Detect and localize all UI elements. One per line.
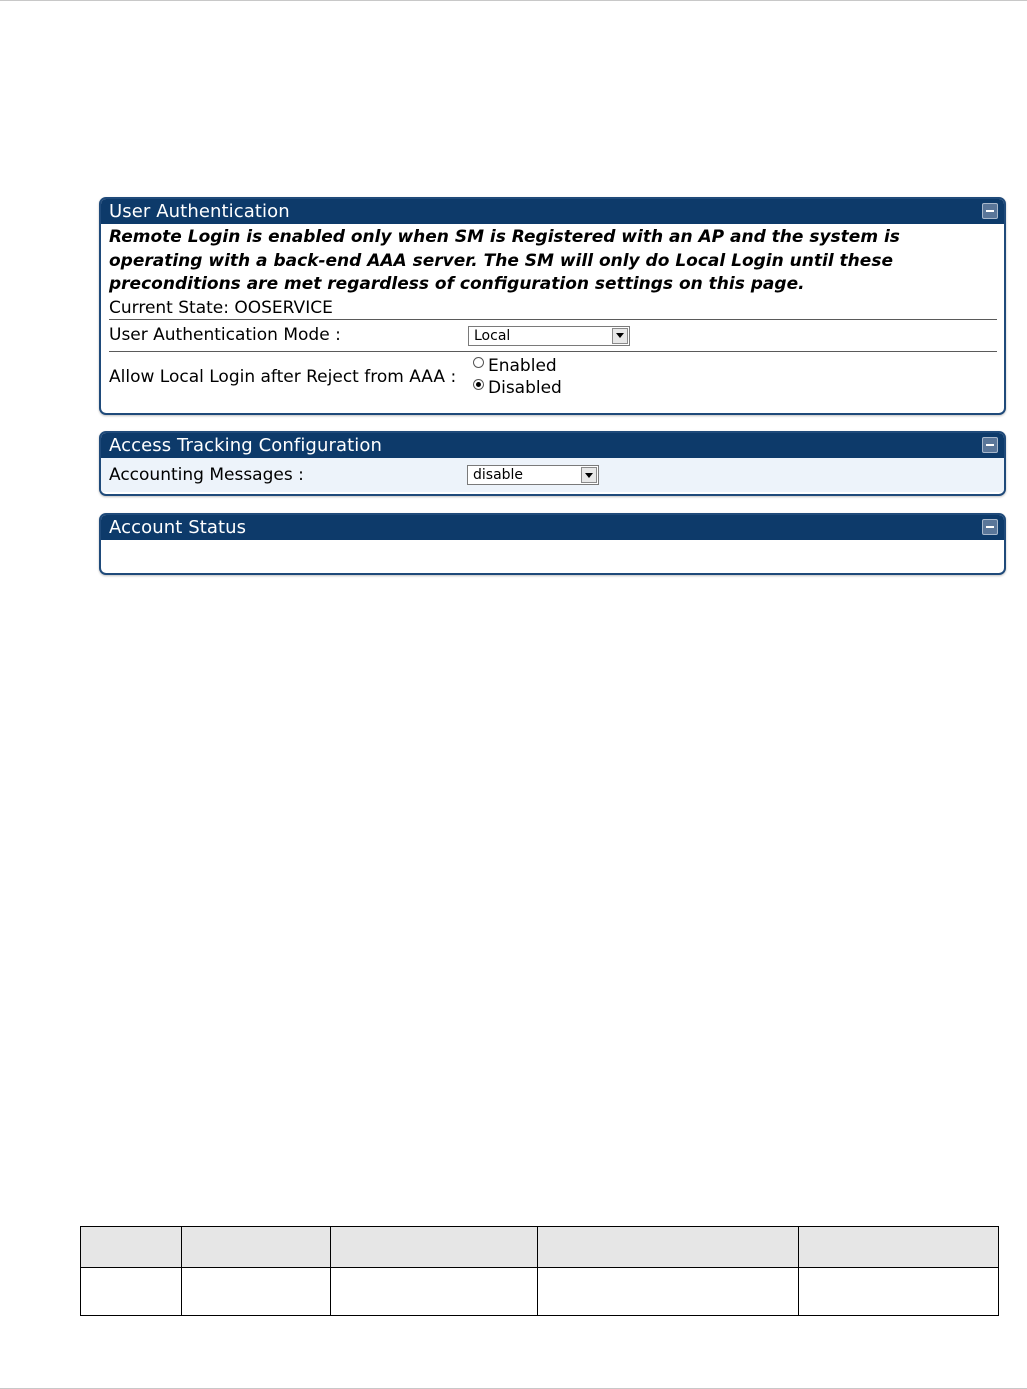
auth-mode-row — [109, 319, 997, 351]
table-header-row — [81, 1227, 999, 1268]
accounting-label: Accounting Messages : — [109, 465, 304, 485]
auth-mode-label: User Authentication Mode : — [109, 325, 341, 345]
table-cell — [538, 1268, 799, 1316]
chevron-down-icon[interactable] — [581, 467, 597, 483]
accounting-select[interactable] — [467, 465, 599, 485]
chevron-down-icon[interactable] — [612, 328, 628, 344]
table-cell — [81, 1268, 182, 1316]
collapse-icon[interactable] — [982, 203, 998, 219]
option-disabled-label: Disabled — [488, 377, 562, 398]
accounting-row — [109, 458, 997, 492]
collapse-icon[interactable] — [982, 437, 998, 453]
parameter-table — [80, 1226, 999, 1316]
user-authentication-body — [101, 224, 1004, 402]
access-tracking-body — [101, 458, 1004, 492]
panel-title: User Authentication — [109, 201, 290, 222]
table-row — [81, 1268, 999, 1316]
current-state: Current State: OOSERVICE — [109, 297, 333, 318]
collapse-icon[interactable] — [982, 519, 998, 535]
accounting-value: disable — [473, 467, 524, 483]
user-authentication-header — [101, 199, 1004, 224]
table-header-cell — [331, 1227, 538, 1268]
auth-mode-select[interactable] — [468, 326, 630, 346]
account-status-panel — [99, 513, 1006, 575]
access-tracking-panel — [99, 431, 1006, 496]
table-header-cell — [799, 1227, 999, 1268]
access-tracking-header — [101, 433, 1004, 458]
panel-title: Access Tracking Configuration — [109, 435, 382, 456]
table-cell — [331, 1268, 538, 1316]
option-enabled[interactable] — [466, 355, 997, 377]
table-header-cell — [538, 1227, 799, 1268]
auth-mode-value: Local — [474, 327, 511, 344]
table-cell — [799, 1268, 999, 1316]
option-enabled-label: Enabled — [488, 355, 557, 376]
user-authentication-panel — [99, 197, 1006, 415]
radio-enabled[interactable] — [473, 357, 484, 368]
allow-local-login-label: Allow Local Login after Reject from AAA : — [109, 366, 457, 387]
table-header-cell — [182, 1227, 331, 1268]
allow-local-login-row — [109, 351, 997, 402]
allow-local-login-options — [465, 355, 997, 399]
auth-mode-cell — [465, 325, 997, 346]
table-cell — [182, 1268, 331, 1316]
remote-login-notice: Remote Login is enabled only when SM is Registered with an AP and the system is operating with a back-end AAA server. The SM will only do Local Login until these preconditions are met regardless of configuration settings on this page. — [109, 227, 900, 294]
table-header-cell — [81, 1227, 182, 1268]
option-disabled[interactable] — [466, 377, 997, 399]
account-status-header — [101, 515, 1004, 540]
top-rule — [0, 0, 1027, 1]
panel-title: Account Status — [109, 517, 247, 538]
radio-disabled[interactable] — [473, 379, 484, 390]
account-status-body — [101, 540, 1004, 571]
